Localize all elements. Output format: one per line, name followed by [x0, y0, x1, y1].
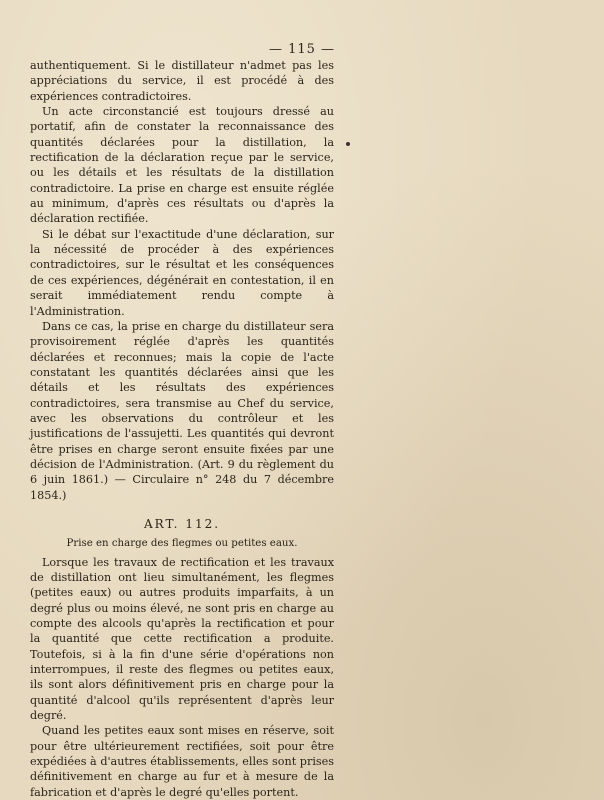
paragraph: authentiquement. Si le distillateur n'admet pas les appréciations du service, il est procédé à des expériences contradictoires.: [30, 59, 334, 103]
body-text: [30, 58, 334, 800]
article-subheading: Prise en charge des flegmes ou petites eaux.: [66, 538, 298, 550]
paragraph: Dans ce cas, la prise en charge du distillateur sera provisoirement réglée d'après les quantités déclarées et reconnues; mais la copie de l'acte constatant les quantités déclarées ainsi que les détails et les résultats des expériences contradictoires, sera transmise au Chef du service, avec les observations du contrôleur et les justifications de l'assujetti. Les quantités qui devront être prises en charge seront ensuite fixées par une décision de l'Administration. (Art. 9 du règlement du 6 juin 1861.) — Circulaire n° 248 du 7 décembre 1854.): [30, 319, 334, 502]
page-number: — 115 —: [268, 42, 336, 57]
paragraph: Quand les petites eaux sont mises en réserve, soit pour être ultérieurement rectifiées, soit pour être expédiées à d'autres établissements, elles sont prises définitivement en charge au fur et à mesure de la fabrication et d'après le degré qu'elles portent.: [30, 724, 334, 799]
paragraph: Si le débat sur l'exactitude d'une déclaration, sur la nécessité de procéder à des expériences contradictoires, sur le résultat et les conséquences de ces expériences, dégénérait en contestation, il en serait immédiatement rendu compte à l'Administration.: [30, 227, 334, 318]
paragraph: Un acte circonstancié est toujours dressé au portatif, afin de constater la reconnaissance des quantités déclarées pour la distillation, la rectification de la déclaration reçue par le service, ou les détails et les résultats de la distillation contradictoire. La prise en charge est ensuite réglée au minimum, d'après ces résultats ou d'après la déclaration rectifiée.: [30, 105, 334, 226]
paragraph: Lorsque les travaux de rectification et les travaux de distillation ont lieu simultanément, les flegmes (petites eaux) ou autres produits imparfaits, à un degré plus ou moins élevé, ne sont pris en charge au compte des alcools qu'après la rectification et pour la quantité que cette rectification a produite. Toutefois, si à la fin d'une série d'opérations non interrompues, il reste des flegmes ou petites eaux, ils sont alors définitivement pris en charge pour la quantité d'alcool qu'ils représentent d'après leur degré.: [30, 555, 334, 723]
article-heading: ART. 112.: [143, 516, 221, 531]
paper-speck: [346, 142, 350, 146]
